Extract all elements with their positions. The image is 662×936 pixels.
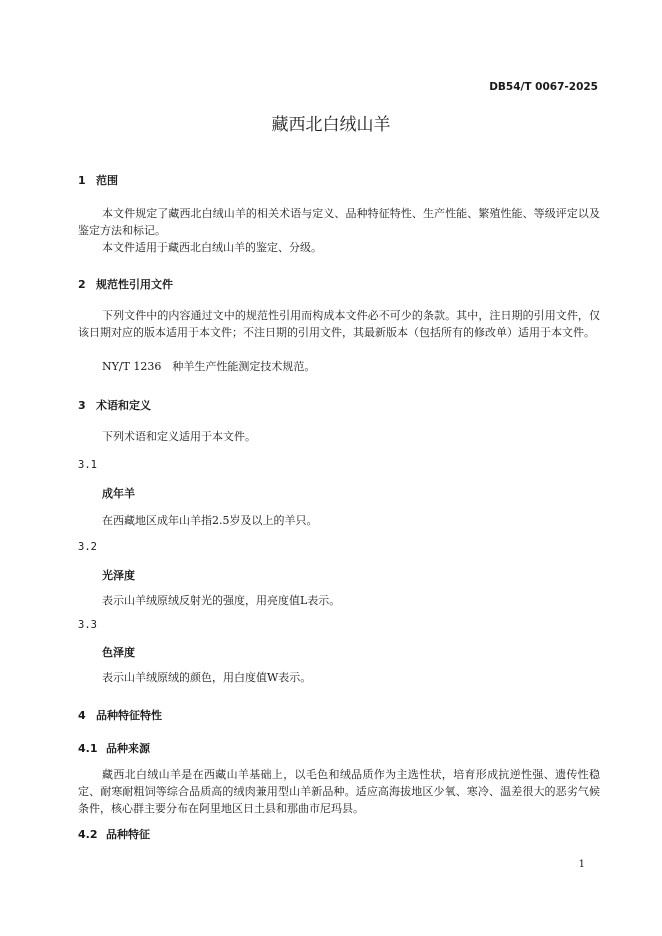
paragraph: 本文件适用于藏西北白绒山羊的鉴定、分级。	[102, 241, 322, 254]
section-title: 范围	[96, 174, 118, 187]
section-heading-4	[78, 707, 162, 723]
paragraph: 藏西北白绒山羊是在西藏山羊基础上，以毛色和绒品质作为主选性状，培育形成抗逆性强、遗传性稳定、耐寒耐粗饲等综合品质高的绒肉兼用型山羊新品种。适应高海拔地区少氧、寒冷、温差很大的恶劣气候条件，核心群主要分布在阿里地区日土县和那曲市尼玛县。	[78, 768, 600, 815]
section-title: 品种特征特性	[96, 709, 162, 722]
section-number: 1	[78, 174, 86, 187]
section-number: 2	[78, 278, 86, 291]
subsection-heading-4-2	[78, 826, 150, 842]
term-number: 3.3	[78, 619, 97, 631]
paragraph: NY/T 1236 种羊生产性能测定技术规范。	[102, 360, 316, 373]
subsection-heading-4-1	[78, 740, 150, 756]
section-heading-1	[78, 172, 118, 188]
section-title: 品种特征	[106, 828, 150, 841]
paragraph: 下列文件中的内容通过文中的规范性引用而构成本文件必不可少的条款。其中，注日期的引用文件，仅该日期对应的版本适用于本文件；不注日期的引用文件，其最新版本（包括所有的修改单）适用于本文件。	[78, 309, 600, 339]
page-number: 1	[578, 859, 585, 870]
term-number: 3.2	[78, 541, 97, 553]
section-number: 4	[78, 709, 86, 722]
term-name: 色泽度	[102, 646, 135, 659]
section-title: 品种来源	[106, 742, 150, 755]
section-number: 4.1	[78, 742, 98, 755]
section-number: 3	[78, 399, 86, 412]
section-title: 规范性引用文件	[96, 278, 173, 291]
term-number: 3.1	[78, 459, 97, 471]
term-definition: 表示山羊绒原绒反射光的强度，用亮度值L表示。	[102, 594, 341, 607]
paragraph: 下列术语和定义适用于本文件。	[102, 430, 256, 443]
term-definition: 表示山羊绒原绒的颜色，用白度值W表示。	[102, 671, 312, 684]
standard-code: DB54/T 0067-2025	[489, 81, 598, 93]
term-name: 成年羊	[102, 487, 135, 500]
section-title: 术语和定义	[96, 399, 151, 412]
section-heading-3	[78, 397, 151, 413]
paragraph: 本文件规定了藏西北白绒山羊的相关术语与定义、品种特征特性、生产性能、繁殖性能、等级评定以及鉴定方法和标记。	[78, 207, 600, 237]
term-name: 光泽度	[102, 569, 135, 582]
section-heading-2	[78, 276, 173, 292]
term-definition: 在西藏地区成年山羊指2.5岁及以上的羊只。	[102, 514, 318, 527]
document-title: 藏西北白绒山羊	[271, 115, 391, 135]
section-number: 4.2	[78, 828, 98, 841]
